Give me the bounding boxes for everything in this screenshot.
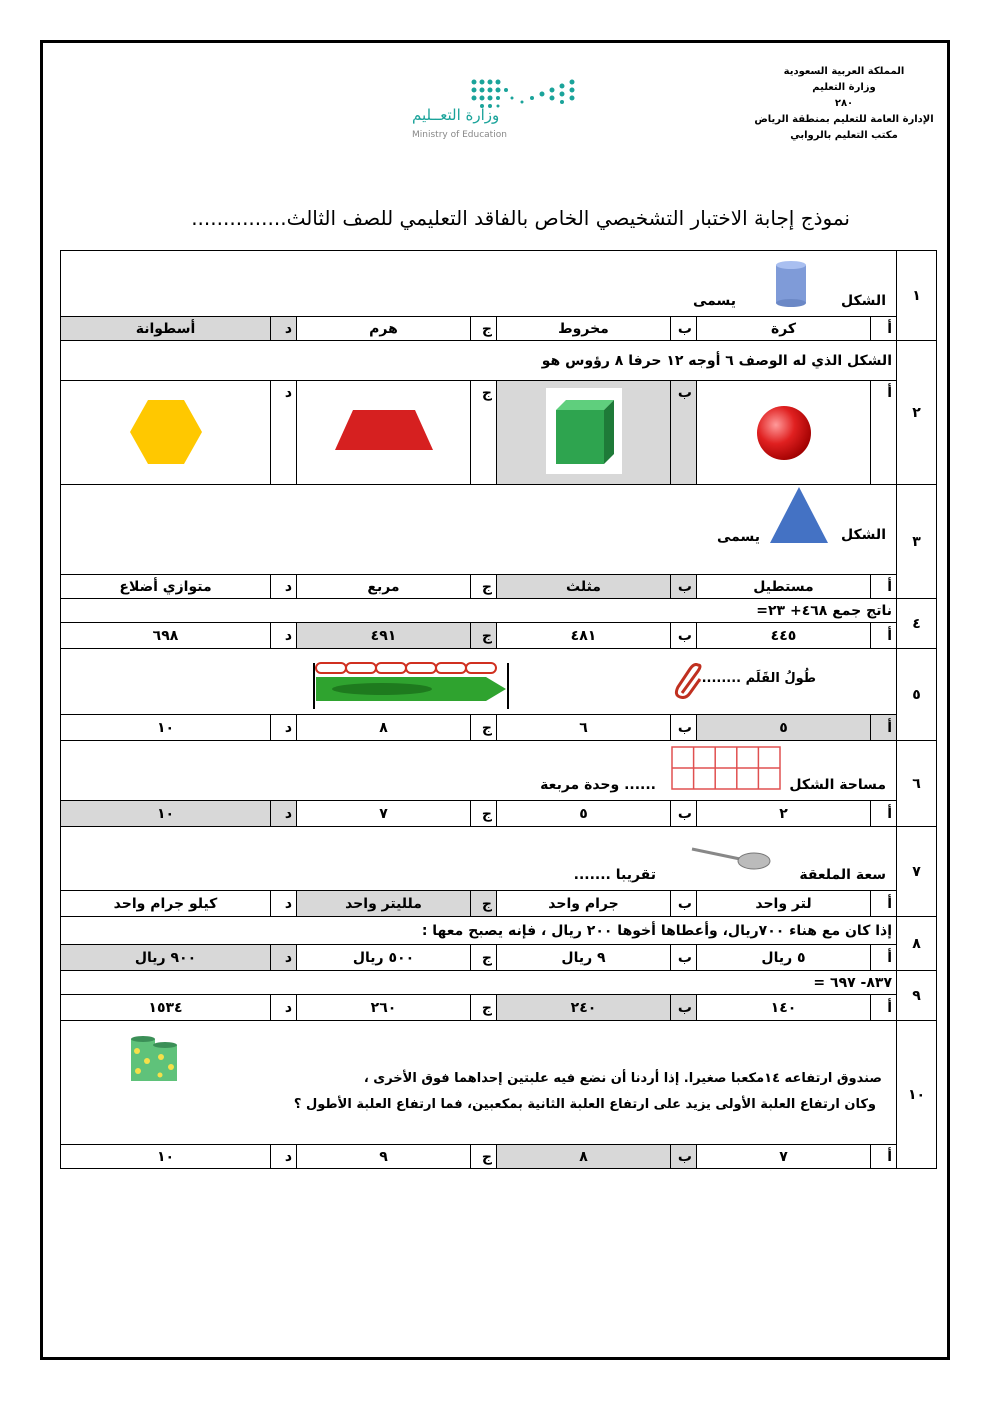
logo-arabic-text: وزارة التعــليم xyxy=(412,106,500,124)
question-4-options xyxy=(61,623,937,649)
spoon-icon xyxy=(688,843,772,873)
option-letter: ب xyxy=(671,945,697,971)
stem-text: مساحة الشكل xyxy=(789,777,886,793)
option-letter: أ xyxy=(871,715,897,741)
option-a-correct[interactable]: ٥ xyxy=(697,715,871,741)
question-1-options xyxy=(61,317,937,341)
triangle-icon xyxy=(768,485,830,545)
stem-text: وكان ارتفاع العلبة الأولى يزيد على ارتفاع العلبة الثانية بمكعبين، فما ارتفاع العلبة الأطول ؟ xyxy=(293,1097,876,1112)
question-8-options xyxy=(61,945,937,971)
question-10-stem xyxy=(61,1021,897,1145)
option-a[interactable]: ٢ xyxy=(697,801,871,827)
question-2-stem-row xyxy=(61,341,937,381)
question-1-stem-row xyxy=(61,251,937,317)
cans-icon xyxy=(127,1033,181,1085)
option-letter: أ xyxy=(871,317,897,341)
cylinder-icon xyxy=(774,259,808,309)
question-number: ٤ xyxy=(897,599,937,649)
option-letter: أ xyxy=(871,1145,897,1169)
option-letter: أ xyxy=(871,801,897,827)
question-number: ٦ xyxy=(897,741,937,827)
option-b[interactable]: مخروط xyxy=(497,317,671,341)
option-letter: ج xyxy=(471,317,497,341)
header-line: المملكة العربية السعودية xyxy=(783,66,905,77)
question-3-stem xyxy=(61,485,897,575)
option-d[interactable]: متوازي أضلاع xyxy=(61,575,271,599)
option-a[interactable]: لتر واحد xyxy=(697,891,871,917)
option-letter: ج xyxy=(471,891,497,917)
option-letter: أ xyxy=(871,623,897,649)
option-letter: أ xyxy=(871,891,897,917)
option-b[interactable]: ٤٨١ xyxy=(497,623,671,649)
option-d[interactable]: ١٠ xyxy=(61,1145,271,1169)
question-8-stem: إذا كان مع هناء ٧٠٠ريال، وأعطاها أخوها ٢٠٠ ريال ، فإنه يصبح معها : xyxy=(61,917,897,945)
option-c[interactable] xyxy=(297,381,471,485)
option-a[interactable]: ٥ ريال xyxy=(697,945,871,971)
question-7-stem-row xyxy=(61,827,937,891)
stem-text: صندوق ارتفاعه ١٤مكعبا صغيرا. إذا أردنا أن نضع فيه علبتين إحداهما فوق الأخرى ، xyxy=(363,1071,882,1086)
option-letter: ج xyxy=(471,575,497,599)
option-b[interactable]: ٦ xyxy=(497,715,671,741)
option-letter: ج xyxy=(471,623,497,649)
option-c[interactable]: ٧ xyxy=(297,801,471,827)
question-3-stem-row xyxy=(61,485,937,575)
option-letter: د xyxy=(271,801,297,827)
header-line: الإدارة العامة للتعليم بمنطقة الرياض xyxy=(754,114,934,125)
question-2-options xyxy=(61,381,937,485)
option-d[interactable]: ١٠ xyxy=(61,715,271,741)
header-line: ٢٨٠ xyxy=(834,98,854,109)
question-7-stem xyxy=(61,827,897,891)
option-letter: أ xyxy=(871,381,897,485)
sphere-icon xyxy=(754,401,814,461)
question-5-stem-row xyxy=(61,649,937,715)
option-letter: ب xyxy=(671,715,697,741)
question-5-stem xyxy=(61,649,897,715)
option-letter: ج xyxy=(471,715,497,741)
option-letter: ج xyxy=(471,1145,497,1169)
option-d[interactable] xyxy=(61,381,271,485)
option-d[interactable]: كيلو جرام واحد xyxy=(61,891,271,917)
option-c[interactable]: ٨ xyxy=(297,715,471,741)
option-letter: د xyxy=(271,945,297,971)
question-6-stem xyxy=(61,741,897,801)
question-1-stem xyxy=(61,251,897,317)
stem-text: يسمى xyxy=(716,529,760,545)
ministry-header xyxy=(754,64,934,144)
question-6-options xyxy=(61,801,937,827)
option-d-correct[interactable]: أسطوانة xyxy=(61,317,271,341)
option-letter: ج xyxy=(471,801,497,827)
option-c[interactable]: ٥٠٠ ريال xyxy=(297,945,471,971)
questions-table xyxy=(60,250,937,1169)
option-d[interactable]: ٦٩٨ xyxy=(61,623,271,649)
question-4-stem-row xyxy=(61,599,937,623)
cube-icon xyxy=(546,388,622,474)
question-2-stem: الشكل الذي له الوصف ٦ أوجه ١٢ حرفا ٨ رؤوس هو xyxy=(61,341,897,381)
option-a[interactable]: ١٤٠ xyxy=(697,995,871,1021)
question-number: ١٠ xyxy=(897,1021,937,1169)
option-letter: ب xyxy=(671,801,697,827)
stem-text: سعة الملعقة xyxy=(799,867,886,883)
stem-text: طُولُ القَلَم ......... xyxy=(696,671,816,686)
question-6-stem-row xyxy=(61,741,937,801)
option-letter: ب xyxy=(671,995,697,1021)
option-c-correct[interactable]: ملليتر واحد xyxy=(297,891,471,917)
question-9-stem: ٨٣٧- ٦٩٧ = xyxy=(61,971,897,995)
option-letter: ب xyxy=(671,623,697,649)
option-d-correct[interactable]: ١٠ xyxy=(61,801,271,827)
option-d-correct[interactable]: ٩٠٠ ريال xyxy=(61,945,271,971)
grid-rectangle-icon xyxy=(670,745,784,791)
question-8-stem-row xyxy=(61,917,937,945)
question-10-options xyxy=(61,1145,937,1169)
stem-text: ...... وحدة مربعة xyxy=(540,777,656,793)
option-c[interactable]: ٩ xyxy=(297,1145,471,1169)
option-letter: ب xyxy=(671,575,697,599)
option-b-correct[interactable] xyxy=(497,381,671,485)
stem-text: يسمى xyxy=(692,293,736,309)
option-b-correct[interactable]: ٢٤٠ xyxy=(497,995,671,1021)
option-letter: د xyxy=(271,575,297,599)
option-letter: د xyxy=(271,891,297,917)
question-10-stem-row xyxy=(61,1021,937,1145)
option-b-correct[interactable]: ٨ xyxy=(497,1145,671,1169)
question-number: ٣ xyxy=(897,485,937,599)
option-letter: د xyxy=(271,715,297,741)
header-line: مكتب التعليم بالروابي xyxy=(790,130,898,141)
pencil-with-paperclips-icon xyxy=(312,659,516,711)
trapezoid-icon xyxy=(329,406,439,456)
stem-text: تقريبا ....... xyxy=(573,867,656,883)
stem-text: الشكل xyxy=(841,527,886,543)
option-d[interactable]: ١٥٣٤ xyxy=(61,995,271,1021)
page-title: نموذج إجابة الاختبار التشخيصي الخاص بالفاقد التعليمي للصف الثالث............... xyxy=(191,206,850,230)
question-4-stem: ناتج جمع ٤٦٨+ ٢٣= xyxy=(61,599,897,623)
option-b[interactable]: ٥ xyxy=(497,801,671,827)
question-number: ٢ xyxy=(897,341,937,485)
option-c-correct[interactable]: ٤٩١ xyxy=(297,623,471,649)
question-9-options xyxy=(61,995,937,1021)
option-a[interactable] xyxy=(697,381,871,485)
option-c[interactable]: ٢٦٠ xyxy=(297,995,471,1021)
logo-english-text: Ministry of Education xyxy=(412,130,507,140)
question-7-options xyxy=(61,891,937,917)
option-letter: د xyxy=(271,317,297,341)
option-c[interactable]: هرم xyxy=(297,317,471,341)
option-letter: أ xyxy=(871,575,897,599)
option-letter: د xyxy=(271,623,297,649)
option-a[interactable]: ٤٤٥ xyxy=(697,623,871,649)
option-letter: ب xyxy=(671,891,697,917)
option-letter: ج xyxy=(471,995,497,1021)
option-letter: ج xyxy=(471,945,497,971)
option-letter: ب xyxy=(671,1145,697,1169)
question-number: ٥ xyxy=(897,649,937,741)
question-5-options xyxy=(61,715,937,741)
option-c[interactable]: مربع xyxy=(297,575,471,599)
paperclip-icon xyxy=(674,663,706,699)
option-letter: أ xyxy=(871,995,897,1021)
question-3-options xyxy=(61,575,937,599)
option-letter: د xyxy=(271,1145,297,1169)
option-letter: ب xyxy=(671,317,697,341)
header-line: وزارة التعليم xyxy=(812,82,876,93)
hexagon-icon xyxy=(126,396,206,466)
option-b-correct[interactable]: مثلث xyxy=(497,575,671,599)
stem-text: الشكل xyxy=(841,293,886,309)
option-letter: د xyxy=(271,995,297,1021)
option-letter: ب xyxy=(671,381,697,485)
option-b[interactable]: ٩ ريال xyxy=(497,945,671,971)
option-letter: أ xyxy=(871,945,897,971)
question-number: ٩ xyxy=(897,971,937,1021)
option-letter: ج xyxy=(471,381,497,485)
question-number: ١ xyxy=(897,251,937,341)
question-number: ٨ xyxy=(897,917,937,971)
option-a[interactable]: ٧ xyxy=(697,1145,871,1169)
question-number: ٧ xyxy=(897,827,937,917)
option-a[interactable]: مستطيل xyxy=(697,575,871,599)
option-a[interactable]: كرة xyxy=(697,317,871,341)
question-9-stem-row xyxy=(61,971,937,995)
option-letter: د xyxy=(271,381,297,485)
option-b[interactable]: جرام واحد xyxy=(497,891,671,917)
